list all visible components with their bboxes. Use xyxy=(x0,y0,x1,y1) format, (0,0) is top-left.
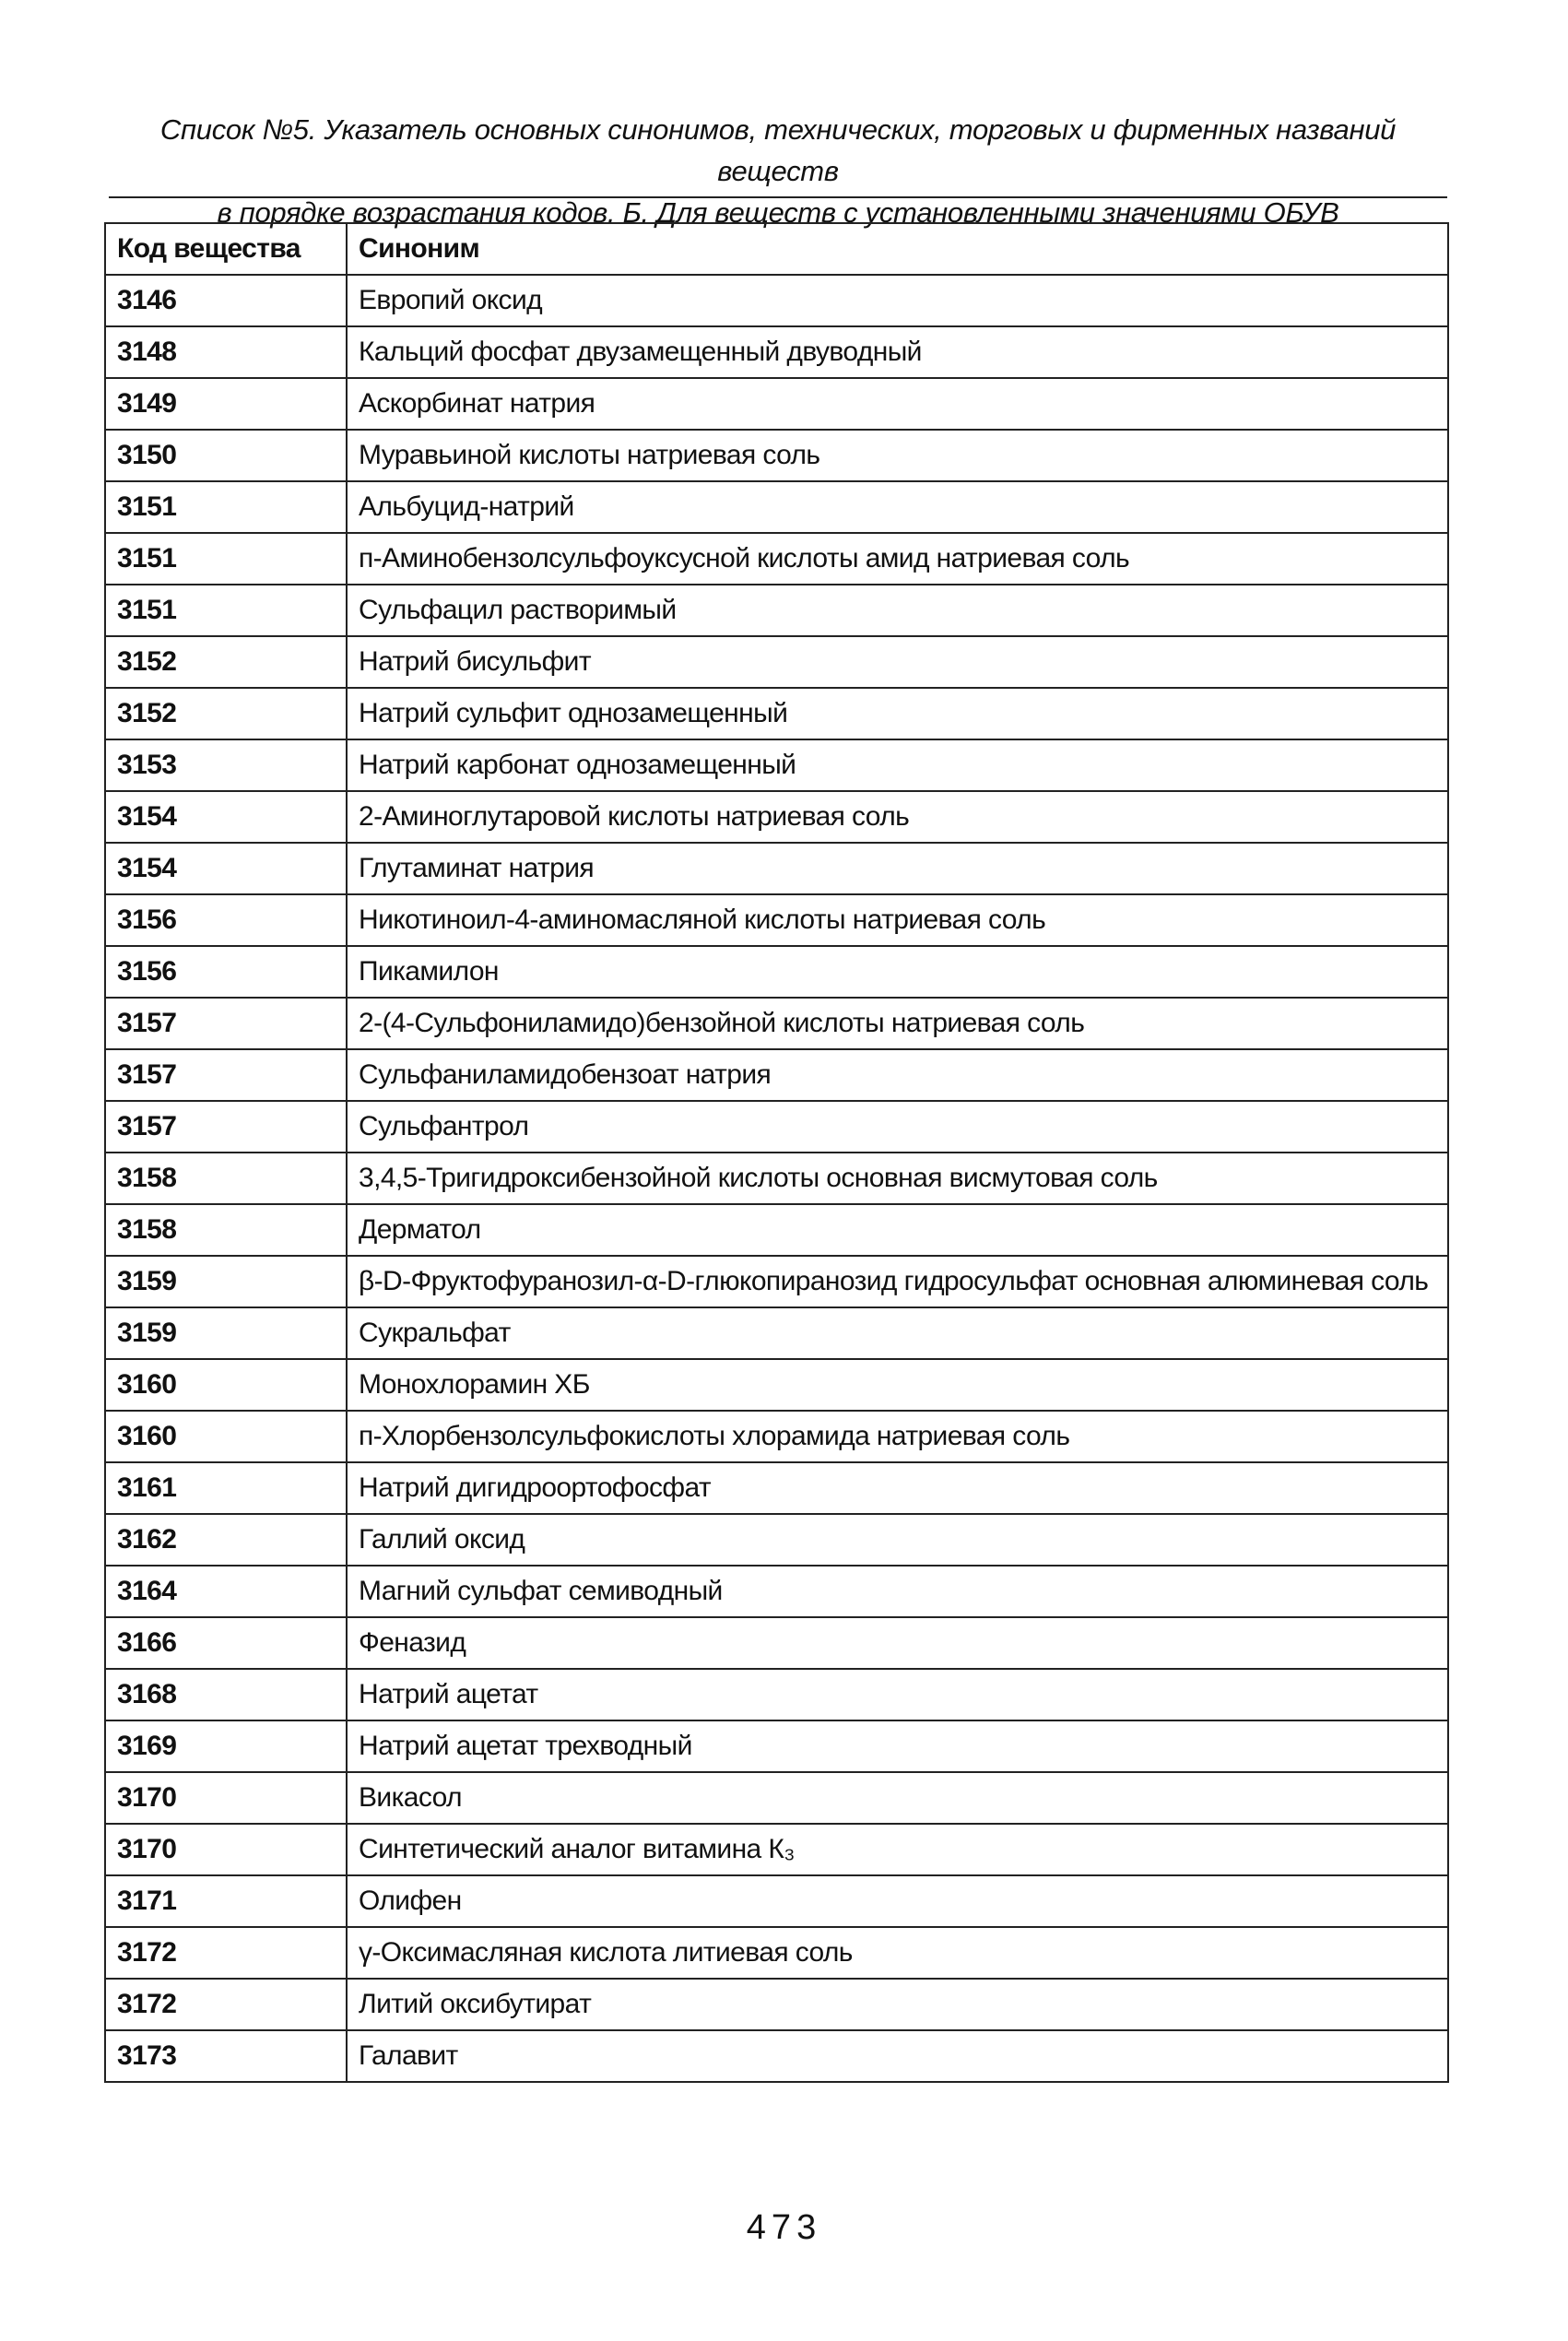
table-row xyxy=(105,1049,1448,1101)
substance-code-cell: 3170 xyxy=(105,1772,347,1824)
table-row xyxy=(105,1617,1448,1669)
synonym-cell: Натрий бисульфит xyxy=(347,636,1448,688)
table-row xyxy=(105,533,1448,585)
synonym-table-container xyxy=(104,222,1447,2083)
synonym-cell: Альбуцид-натрий xyxy=(347,481,1448,533)
substance-code-cell: 3170 xyxy=(105,1824,347,1875)
substance-code-cell: 3172 xyxy=(105,1979,347,2030)
table-row xyxy=(105,1772,1448,1824)
substance-code-cell: 3169 xyxy=(105,1720,347,1772)
synonym-cell: Олифен xyxy=(347,1875,1448,1927)
header-divider xyxy=(109,196,1447,198)
table-row xyxy=(105,1359,1448,1411)
substance-code-cell: 3152 xyxy=(105,688,347,739)
substance-code-cell: 3154 xyxy=(105,791,347,843)
table-row xyxy=(105,1153,1448,1204)
substance-code-cell: 3166 xyxy=(105,1617,347,1669)
substance-code-cell: 3160 xyxy=(105,1359,347,1411)
table-row xyxy=(105,275,1448,326)
substance-code-cell: 3152 xyxy=(105,636,347,688)
table-row xyxy=(105,688,1448,739)
substance-code-cell: 3164 xyxy=(105,1566,347,1617)
table-row xyxy=(105,2030,1448,2082)
table-row xyxy=(105,585,1448,636)
table-row xyxy=(105,1204,1448,1256)
synonym-cell: Литий оксибутират xyxy=(347,1979,1448,2030)
substance-code-cell: 3156 xyxy=(105,946,347,998)
substance-code-cell: 3161 xyxy=(105,1462,347,1514)
synonym-cell: Магний сульфат семиводный xyxy=(347,1566,1448,1617)
synonym-cell: Сульфантрол xyxy=(347,1101,1448,1153)
synonym-cell: Европий оксид xyxy=(347,275,1448,326)
table-row xyxy=(105,1566,1448,1617)
synonym-cell: Феназид xyxy=(347,1617,1448,1669)
table-row xyxy=(105,1256,1448,1307)
synonym-cell: γ-Оксимасляная кислота литиевая соль xyxy=(347,1927,1448,1979)
synonym-cell: Муравьиной кислоты натриевая соль xyxy=(347,430,1448,481)
column-header-synonym: Синоним xyxy=(347,223,1448,275)
substance-code-cell: 3159 xyxy=(105,1256,347,1307)
table-row xyxy=(105,791,1448,843)
table-row xyxy=(105,1927,1448,1979)
table-row xyxy=(105,894,1448,946)
synonym-cell: Дерматол xyxy=(347,1204,1448,1256)
table-row xyxy=(105,1307,1448,1359)
table-header-row xyxy=(105,223,1448,275)
header-line-2: в порядке возрастания кодов. Б. Для веществ с установленными значениями ОБУВ xyxy=(217,196,1339,229)
table-row xyxy=(105,481,1448,533)
synonym-cell: Сульфацил растворимый xyxy=(347,585,1448,636)
synonym-cell: Натрий ацетат xyxy=(347,1669,1448,1720)
table-row xyxy=(105,1979,1448,2030)
table-row xyxy=(105,843,1448,894)
substance-code-cell: 3157 xyxy=(105,1101,347,1153)
table-row xyxy=(105,430,1448,481)
substance-code-cell: 3171 xyxy=(105,1875,347,1927)
synonym-cell: Натрий дигидроортофосфат xyxy=(347,1462,1448,1514)
substance-code-cell: 3157 xyxy=(105,998,347,1049)
table-row xyxy=(105,946,1448,998)
synonym-cell: Сульфаниламидобензоат натрия xyxy=(347,1049,1448,1101)
substance-code-cell: 3172 xyxy=(105,1927,347,1979)
table-row xyxy=(105,1411,1448,1462)
substance-code-cell: 3160 xyxy=(105,1411,347,1462)
table-row xyxy=(105,1824,1448,1875)
synonym-cell: Никотиноил-4-аминомасляной кислоты натриевая соль xyxy=(347,894,1448,946)
substance-code-cell: 3146 xyxy=(105,275,347,326)
table-row xyxy=(105,1875,1448,1927)
synonym-cell: 2-Аминоглутаровой кислоты натриевая соль xyxy=(347,791,1448,843)
table-row xyxy=(105,1514,1448,1566)
substance-code-cell: 3153 xyxy=(105,739,347,791)
synonym-cell: Кальций фосфат двузамещенный двуводный xyxy=(347,326,1448,378)
table-row xyxy=(105,1669,1448,1720)
synonym-cell: β-D-Фруктофуранозил-α-D-глюкопиранозид гидросульфат основная алюминевая соль xyxy=(347,1256,1448,1307)
synonym-cell: Монохлорамин ХБ xyxy=(347,1359,1448,1411)
synonym-cell: Натрий сульфит однозамещенный xyxy=(347,688,1448,739)
substance-code-cell: 3159 xyxy=(105,1307,347,1359)
synonym-cell: Глутаминат натрия xyxy=(347,843,1448,894)
table-row xyxy=(105,378,1448,430)
synonym-cell: Сукральфат xyxy=(347,1307,1448,1359)
substance-code-cell: 3154 xyxy=(105,843,347,894)
header-line-1: Список №5. Указатель основных синонимов, технических, торговых и фирменных названий веществ xyxy=(159,113,1397,187)
table-row xyxy=(105,636,1448,688)
synonym-cell: п-Хлорбензолсульфокислоты хлорамида натриевая соль xyxy=(347,1411,1448,1462)
page-number: 473 xyxy=(746,2208,822,2247)
table-row xyxy=(105,326,1448,378)
table-row xyxy=(105,998,1448,1049)
substance-code-cell: 3150 xyxy=(105,430,347,481)
synonym-cell: Натрий ацетат трехводный xyxy=(347,1720,1448,1772)
substance-code-cell: 3158 xyxy=(105,1204,347,1256)
substance-code-cell: 3158 xyxy=(105,1153,347,1204)
synonym-cell: п-Аминобензолсульфоуксусной кислоты амид натриевая соль xyxy=(347,533,1448,585)
table-row xyxy=(105,739,1448,791)
substance-code-cell: 3168 xyxy=(105,1669,347,1720)
synonym-cell: Пикамилон xyxy=(347,946,1448,998)
substance-code-cell: 3157 xyxy=(105,1049,347,1101)
substance-code-cell: 3148 xyxy=(105,326,347,378)
table-row xyxy=(105,1101,1448,1153)
synonym-table xyxy=(104,222,1449,2083)
substance-code-cell: 3151 xyxy=(105,585,347,636)
substance-code-cell: 3151 xyxy=(105,533,347,585)
substance-code-cell: 3151 xyxy=(105,481,347,533)
synonym-cell: Натрий карбонат однозамещенный xyxy=(347,739,1448,791)
substance-code-cell: 3173 xyxy=(105,2030,347,2082)
synonym-cell: Галлий оксид xyxy=(347,1514,1448,1566)
page-header xyxy=(109,109,1447,233)
synonym-cell: Галавит xyxy=(347,2030,1448,2082)
column-header-code: Код вещества xyxy=(105,223,347,275)
substance-code-cell: 3162 xyxy=(105,1514,347,1566)
table-row xyxy=(105,1720,1448,1772)
synonym-cell: 2-(4-Сульфониламидо)бензойной кислоты натриевая соль xyxy=(347,998,1448,1049)
synonym-cell: 3,4,5-Тригидроксибензойной кислоты основная висмутовая соль xyxy=(347,1153,1448,1204)
synonym-cell: Аскорбинат натрия xyxy=(347,378,1448,430)
synonym-cell: Синтетический аналог витамина К₃ xyxy=(347,1824,1448,1875)
substance-code-cell: 3149 xyxy=(105,378,347,430)
substance-code-cell: 3156 xyxy=(105,894,347,946)
table-row xyxy=(105,1462,1448,1514)
table-body xyxy=(105,275,1448,2082)
synonym-cell: Викасол xyxy=(347,1772,1448,1824)
